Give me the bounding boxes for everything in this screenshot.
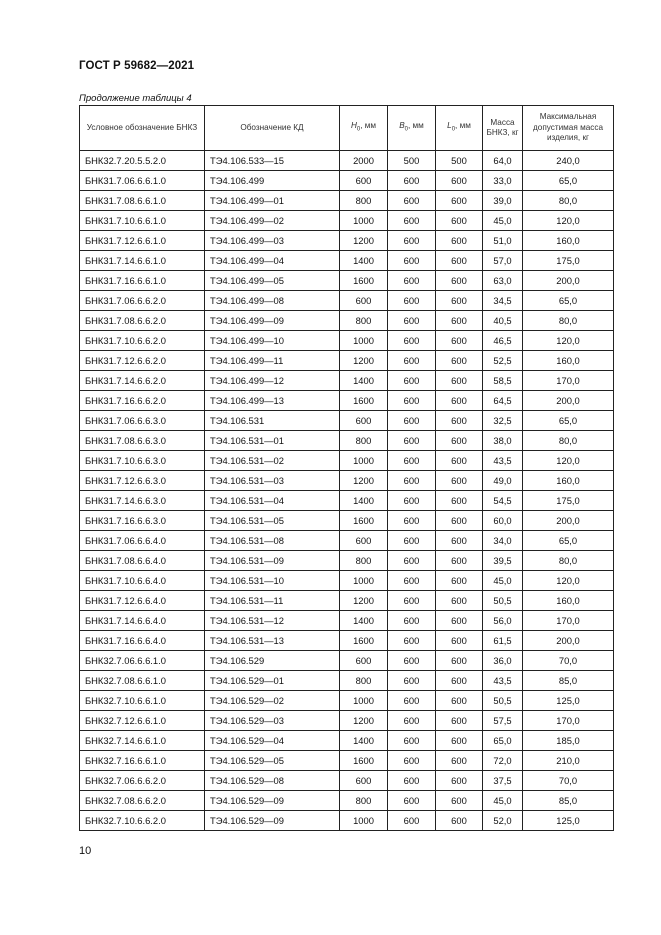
cell-h0: 1400 bbox=[340, 731, 388, 751]
table-row bbox=[80, 491, 614, 511]
table-row bbox=[80, 791, 614, 811]
cell-max-mass: 160,0 bbox=[523, 231, 614, 251]
cell-b0: 600 bbox=[388, 371, 436, 391]
cell-kd: ТЭ4.106.529—01 bbox=[205, 671, 340, 691]
cell-kd: ТЭ4.106.531—02 bbox=[205, 451, 340, 471]
table-row bbox=[80, 571, 614, 591]
cell-mass: 72,0 bbox=[483, 751, 523, 771]
table-row bbox=[80, 391, 614, 411]
cell-l0: 600 bbox=[436, 671, 483, 691]
cell-kd: ТЭ4.106.531—11 bbox=[205, 591, 340, 611]
cell-kd: ТЭ4.106.499—10 bbox=[205, 331, 340, 351]
cell-designation: БНК31.7.10.6.6.2.0 bbox=[80, 331, 205, 351]
cell-max-mass: 170,0 bbox=[523, 711, 614, 731]
cell-kd: ТЭ4.106.499—13 bbox=[205, 391, 340, 411]
cell-b0: 600 bbox=[388, 211, 436, 231]
cell-mass: 52,0 bbox=[483, 811, 523, 831]
table-row bbox=[80, 531, 614, 551]
table-row bbox=[80, 511, 614, 531]
cell-b0: 600 bbox=[388, 351, 436, 371]
cell-max-mass: 200,0 bbox=[523, 631, 614, 651]
cell-l0: 600 bbox=[436, 371, 483, 391]
cell-max-mass: 120,0 bbox=[523, 571, 614, 591]
cell-b0: 600 bbox=[388, 591, 436, 611]
cell-kd: ТЭ4.106.529—08 bbox=[205, 771, 340, 791]
table-row bbox=[80, 811, 614, 831]
cell-max-mass: 170,0 bbox=[523, 611, 614, 631]
cell-designation: БНК32.7.16.6.6.1.0 bbox=[80, 751, 205, 771]
cell-max-mass: 70,0 bbox=[523, 651, 614, 671]
cell-kd: ТЭ4.106.531 bbox=[205, 411, 340, 431]
cell-l0: 600 bbox=[436, 451, 483, 471]
cell-mass: 43,5 bbox=[483, 451, 523, 471]
cell-kd: ТЭ4.106.531—09 bbox=[205, 551, 340, 571]
cell-l0: 600 bbox=[436, 611, 483, 631]
cell-kd: ТЭ4.106.531—10 bbox=[205, 571, 340, 591]
cell-kd: ТЭ4.106.531—13 bbox=[205, 631, 340, 651]
cell-mass: 50,5 bbox=[483, 591, 523, 611]
cell-designation: БНК31.7.06.6.6.1.0 bbox=[80, 171, 205, 191]
cell-kd: ТЭ4.106.499—09 bbox=[205, 311, 340, 331]
cell-designation: БНК31.7.14.6.6.2.0 bbox=[80, 371, 205, 391]
table-row bbox=[80, 171, 614, 191]
table-row bbox=[80, 711, 614, 731]
table-row bbox=[80, 651, 614, 671]
cell-designation: БНК32.7.10.6.6.1.0 bbox=[80, 691, 205, 711]
cell-kd: ТЭ4.106.531—03 bbox=[205, 471, 340, 491]
col-header-mass: Масса БНКЗ, кг bbox=[483, 106, 523, 151]
cell-h0: 1200 bbox=[340, 471, 388, 491]
cell-l0: 600 bbox=[436, 551, 483, 571]
cell-b0: 600 bbox=[388, 171, 436, 191]
cell-max-mass: 160,0 bbox=[523, 351, 614, 371]
cell-l0: 600 bbox=[436, 491, 483, 511]
cell-designation: БНК31.7.16.6.6.2.0 bbox=[80, 391, 205, 411]
table-row bbox=[80, 411, 614, 431]
cell-max-mass: 125,0 bbox=[523, 691, 614, 711]
cell-h0: 1600 bbox=[340, 391, 388, 411]
cell-designation: БНК31.7.16.6.6.3.0 bbox=[80, 511, 205, 531]
cell-b0: 600 bbox=[388, 251, 436, 271]
cell-mass: 52,5 bbox=[483, 351, 523, 371]
cell-designation: БНК31.7.12.6.6.4.0 bbox=[80, 591, 205, 611]
table-header-row bbox=[80, 106, 614, 151]
cell-designation: БНК31.7.10.6.6.1.0 bbox=[80, 211, 205, 231]
cell-h0: 1200 bbox=[340, 231, 388, 251]
cell-designation: БНК32.7.10.6.6.2.0 bbox=[80, 811, 205, 831]
col-header-l0: $L_0$, мм bbox=[436, 106, 483, 151]
cell-mass: 63,0 bbox=[483, 271, 523, 291]
cell-designation: БНК31.7.12.6.6.3.0 bbox=[80, 471, 205, 491]
cell-l0: 600 bbox=[436, 411, 483, 431]
cell-b0: 600 bbox=[388, 691, 436, 711]
cell-l0: 600 bbox=[436, 751, 483, 771]
cell-l0: 600 bbox=[436, 431, 483, 451]
cell-b0: 600 bbox=[388, 431, 436, 451]
cell-max-mass: 120,0 bbox=[523, 331, 614, 351]
cell-h0: 1600 bbox=[340, 631, 388, 651]
cell-h0: 1000 bbox=[340, 211, 388, 231]
cell-max-mass: 160,0 bbox=[523, 471, 614, 491]
cell-max-mass: 80,0 bbox=[523, 311, 614, 331]
cell-max-mass: 70,0 bbox=[523, 771, 614, 791]
page-number: 10 bbox=[79, 845, 92, 857]
cell-l0: 500 bbox=[436, 151, 483, 171]
cell-designation: БНК31.7.14.6.6.3.0 bbox=[80, 491, 205, 511]
cell-kd: ТЭ4.106.499—03 bbox=[205, 231, 340, 251]
cell-designation: БНК32.7.08.6.6.1.0 bbox=[80, 671, 205, 691]
cell-mass: 34,0 bbox=[483, 531, 523, 551]
cell-b0: 600 bbox=[388, 391, 436, 411]
cell-max-mass: 170,0 bbox=[523, 371, 614, 391]
cell-h0: 2000 bbox=[340, 151, 388, 171]
cell-max-mass: 200,0 bbox=[523, 511, 614, 531]
document-title: ГОСТ Р 59682—2021 bbox=[79, 60, 195, 72]
col-header-h0: $H_0$, мм bbox=[340, 106, 388, 151]
cell-max-mass: 65,0 bbox=[523, 171, 614, 191]
cell-l0: 600 bbox=[436, 771, 483, 791]
cell-b0: 600 bbox=[388, 471, 436, 491]
cell-designation: БНК31.7.06.6.6.4.0 bbox=[80, 531, 205, 551]
cell-designation: БНК31.7.10.6.6.3.0 bbox=[80, 451, 205, 471]
cell-max-mass: 65,0 bbox=[523, 411, 614, 431]
table-row bbox=[80, 551, 614, 571]
cell-mass: 64,0 bbox=[483, 151, 523, 171]
table-row bbox=[80, 251, 614, 271]
cell-kd: ТЭ4.106.531—01 bbox=[205, 431, 340, 451]
cell-b0: 600 bbox=[388, 531, 436, 551]
cell-l0: 600 bbox=[436, 691, 483, 711]
cell-designation: БНК32.7.14.6.6.1.0 bbox=[80, 731, 205, 751]
cell-b0: 600 bbox=[388, 451, 436, 471]
cell-kd: ТЭ4.106.531—12 bbox=[205, 611, 340, 631]
cell-b0: 600 bbox=[388, 811, 436, 831]
cell-mass: 60,0 bbox=[483, 511, 523, 531]
cell-h0: 600 bbox=[340, 771, 388, 791]
cell-h0: 1400 bbox=[340, 251, 388, 271]
cell-h0: 1600 bbox=[340, 511, 388, 531]
cell-b0: 600 bbox=[388, 791, 436, 811]
cell-mass: 46,5 bbox=[483, 331, 523, 351]
cell-max-mass: 85,0 bbox=[523, 791, 614, 811]
cell-designation: БНК31.7.10.6.6.4.0 bbox=[80, 571, 205, 591]
cell-h0: 1600 bbox=[340, 271, 388, 291]
cell-h0: 800 bbox=[340, 431, 388, 451]
cell-l0: 600 bbox=[436, 311, 483, 331]
table-caption: Продолжение таблицы 4 bbox=[79, 93, 192, 104]
cell-l0: 600 bbox=[436, 191, 483, 211]
col-header-designation: Условное обозначение БНКЗ bbox=[80, 106, 205, 151]
cell-mass: 39,5 bbox=[483, 551, 523, 571]
cell-b0: 600 bbox=[388, 231, 436, 251]
cell-h0: 800 bbox=[340, 791, 388, 811]
cell-max-mass: 160,0 bbox=[523, 591, 614, 611]
table-row bbox=[80, 371, 614, 391]
cell-designation: БНК31.7.16.6.6.1.0 bbox=[80, 271, 205, 291]
cell-mass: 37,5 bbox=[483, 771, 523, 791]
cell-kd: ТЭ4.106.499—04 bbox=[205, 251, 340, 271]
cell-kd: ТЭ4.106.531—04 bbox=[205, 491, 340, 511]
cell-max-mass: 200,0 bbox=[523, 271, 614, 291]
cell-b0: 600 bbox=[388, 611, 436, 631]
cell-mass: 51,0 bbox=[483, 231, 523, 251]
col-header-max-mass: Максимальная допустимая масса изделия, кг bbox=[523, 106, 614, 151]
cell-max-mass: 65,0 bbox=[523, 531, 614, 551]
cell-h0: 1200 bbox=[340, 711, 388, 731]
cell-mass: 45,0 bbox=[483, 571, 523, 591]
cell-kd: ТЭ4.106.499—12 bbox=[205, 371, 340, 391]
cell-kd: ТЭ4.106.529 bbox=[205, 651, 340, 671]
cell-h0: 800 bbox=[340, 671, 388, 691]
cell-max-mass: 80,0 bbox=[523, 431, 614, 451]
cell-h0: 1400 bbox=[340, 611, 388, 631]
cell-l0: 600 bbox=[436, 271, 483, 291]
cell-designation: БНК31.7.08.6.6.3.0 bbox=[80, 431, 205, 451]
cell-h0: 1000 bbox=[340, 571, 388, 591]
cell-kd: ТЭ4.106.499—11 bbox=[205, 351, 340, 371]
cell-b0: 600 bbox=[388, 411, 436, 431]
cell-max-mass: 120,0 bbox=[523, 211, 614, 231]
cell-b0: 600 bbox=[388, 771, 436, 791]
cell-max-mass: 175,0 bbox=[523, 251, 614, 271]
cell-b0: 600 bbox=[388, 671, 436, 691]
cell-kd: ТЭ4.106.499 bbox=[205, 171, 340, 191]
cell-b0: 600 bbox=[388, 711, 436, 731]
table-row bbox=[80, 311, 614, 331]
cell-mass: 38,0 bbox=[483, 431, 523, 451]
cell-mass: 45,0 bbox=[483, 211, 523, 231]
cell-l0: 600 bbox=[436, 211, 483, 231]
cell-designation: БНК32.7.06.6.6.1.0 bbox=[80, 651, 205, 671]
cell-h0: 600 bbox=[340, 651, 388, 671]
cell-mass: 40,5 bbox=[483, 311, 523, 331]
cell-l0: 600 bbox=[436, 291, 483, 311]
cell-max-mass: 240,0 bbox=[523, 151, 614, 171]
cell-h0: 1600 bbox=[340, 751, 388, 771]
cell-mass: 57,0 bbox=[483, 251, 523, 271]
cell-b0: 600 bbox=[388, 751, 436, 771]
table-row bbox=[80, 331, 614, 351]
cell-b0: 600 bbox=[388, 191, 436, 211]
cell-l0: 600 bbox=[436, 811, 483, 831]
table-row bbox=[80, 751, 614, 771]
cell-designation: БНК31.7.08.6.6.1.0 bbox=[80, 191, 205, 211]
cell-l0: 600 bbox=[436, 591, 483, 611]
cell-l0: 600 bbox=[436, 471, 483, 491]
cell-l0: 600 bbox=[436, 231, 483, 251]
cell-max-mass: 65,0 bbox=[523, 291, 614, 311]
cell-mass: 49,0 bbox=[483, 471, 523, 491]
cell-h0: 1000 bbox=[340, 451, 388, 471]
table-body bbox=[80, 151, 614, 831]
cell-h0: 600 bbox=[340, 291, 388, 311]
cell-h0: 1000 bbox=[340, 811, 388, 831]
cell-l0: 600 bbox=[436, 531, 483, 551]
cell-kd: ТЭ4.106.499—05 bbox=[205, 271, 340, 291]
table-row bbox=[80, 471, 614, 491]
cell-l0: 600 bbox=[436, 631, 483, 651]
cell-h0: 1200 bbox=[340, 591, 388, 611]
cell-l0: 600 bbox=[436, 711, 483, 731]
cell-h0: 800 bbox=[340, 551, 388, 571]
cell-mass: 64,5 bbox=[483, 391, 523, 411]
table-row bbox=[80, 771, 614, 791]
cell-mass: 32,5 bbox=[483, 411, 523, 431]
cell-l0: 600 bbox=[436, 251, 483, 271]
table-row bbox=[80, 191, 614, 211]
cell-mass: 56,0 bbox=[483, 611, 523, 631]
cell-h0: 1400 bbox=[340, 491, 388, 511]
table-row bbox=[80, 231, 614, 251]
cell-b0: 600 bbox=[388, 651, 436, 671]
cell-max-mass: 85,0 bbox=[523, 671, 614, 691]
cell-l0: 600 bbox=[436, 731, 483, 751]
cell-h0: 600 bbox=[340, 411, 388, 431]
cell-mass: 65,0 bbox=[483, 731, 523, 751]
table-row bbox=[80, 611, 614, 631]
cell-h0: 1400 bbox=[340, 371, 388, 391]
col-header-kd: Обозначение КД bbox=[205, 106, 340, 151]
cell-mass: 61,5 bbox=[483, 631, 523, 651]
table-row bbox=[80, 591, 614, 611]
cell-designation: БНК31.7.12.6.6.1.0 bbox=[80, 231, 205, 251]
table-row bbox=[80, 291, 614, 311]
table-row bbox=[80, 431, 614, 451]
cell-designation: БНК32.7.12.6.6.1.0 bbox=[80, 711, 205, 731]
col-header-b0: $B_0$, мм bbox=[388, 106, 436, 151]
cell-max-mass: 185,0 bbox=[523, 731, 614, 751]
cell-l0: 600 bbox=[436, 511, 483, 531]
cell-mass: 57,5 bbox=[483, 711, 523, 731]
cell-b0: 600 bbox=[388, 491, 436, 511]
table-row bbox=[80, 271, 614, 291]
cell-designation: БНК31.7.06.6.6.2.0 bbox=[80, 291, 205, 311]
cell-designation: БНК32.7.08.6.6.2.0 bbox=[80, 791, 205, 811]
cell-b0: 600 bbox=[388, 631, 436, 651]
table-row bbox=[80, 691, 614, 711]
cell-designation: БНК32.7.06.6.6.2.0 bbox=[80, 771, 205, 791]
cell-kd: ТЭ4.106.529—02 bbox=[205, 691, 340, 711]
cell-designation: БНК32.7.20.5.5.2.0 bbox=[80, 151, 205, 171]
table-row bbox=[80, 451, 614, 471]
data-table bbox=[79, 105, 614, 831]
cell-kd: ТЭ4.106.529—09 bbox=[205, 811, 340, 831]
cell-b0: 600 bbox=[388, 511, 436, 531]
table-row bbox=[80, 671, 614, 691]
cell-max-mass: 200,0 bbox=[523, 391, 614, 411]
cell-mass: 33,0 bbox=[483, 171, 523, 191]
cell-mass: 58,5 bbox=[483, 371, 523, 391]
cell-l0: 600 bbox=[436, 791, 483, 811]
cell-designation: БНК31.7.16.6.6.4.0 bbox=[80, 631, 205, 651]
cell-l0: 600 bbox=[436, 171, 483, 191]
cell-b0: 600 bbox=[388, 731, 436, 751]
cell-h0: 600 bbox=[340, 531, 388, 551]
cell-mass: 34,5 bbox=[483, 291, 523, 311]
cell-mass: 36,0 bbox=[483, 651, 523, 671]
cell-l0: 600 bbox=[436, 331, 483, 351]
cell-max-mass: 210,0 bbox=[523, 751, 614, 771]
cell-kd: ТЭ4.106.499—02 bbox=[205, 211, 340, 231]
cell-b0: 600 bbox=[388, 311, 436, 331]
cell-l0: 600 bbox=[436, 351, 483, 371]
cell-max-mass: 175,0 bbox=[523, 491, 614, 511]
cell-b0: 600 bbox=[388, 271, 436, 291]
cell-h0: 1200 bbox=[340, 351, 388, 371]
cell-designation: БНК31.7.08.6.6.4.0 bbox=[80, 551, 205, 571]
cell-kd: ТЭ4.106.499—08 bbox=[205, 291, 340, 311]
cell-kd: ТЭ4.106.531—05 bbox=[205, 511, 340, 531]
cell-max-mass: 120,0 bbox=[523, 451, 614, 471]
cell-b0: 600 bbox=[388, 571, 436, 591]
cell-kd: ТЭ4.106.499—01 bbox=[205, 191, 340, 211]
cell-h0: 600 bbox=[340, 171, 388, 191]
cell-designation: БНК31.7.14.6.6.4.0 bbox=[80, 611, 205, 631]
cell-designation: БНК31.7.14.6.6.1.0 bbox=[80, 251, 205, 271]
cell-b0: 600 bbox=[388, 551, 436, 571]
cell-mass: 39,0 bbox=[483, 191, 523, 211]
cell-b0: 500 bbox=[388, 151, 436, 171]
cell-kd: ТЭ4.106.529—09 bbox=[205, 791, 340, 811]
cell-l0: 600 bbox=[436, 651, 483, 671]
cell-mass: 50,5 bbox=[483, 691, 523, 711]
cell-l0: 600 bbox=[436, 571, 483, 591]
table-row bbox=[80, 211, 614, 231]
cell-l0: 600 bbox=[436, 391, 483, 411]
cell-h0: 800 bbox=[340, 311, 388, 331]
cell-max-mass: 80,0 bbox=[523, 191, 614, 211]
table-row bbox=[80, 631, 614, 651]
cell-h0: 1000 bbox=[340, 691, 388, 711]
cell-designation: БНК31.7.12.6.6.2.0 bbox=[80, 351, 205, 371]
cell-b0: 600 bbox=[388, 291, 436, 311]
cell-max-mass: 80,0 bbox=[523, 551, 614, 571]
cell-designation: БНК31.7.06.6.6.3.0 bbox=[80, 411, 205, 431]
cell-kd: ТЭ4.106.529—05 bbox=[205, 751, 340, 771]
cell-h0: 1000 bbox=[340, 331, 388, 351]
cell-kd: ТЭ4.106.529—04 bbox=[205, 731, 340, 751]
cell-h0: 800 bbox=[340, 191, 388, 211]
cell-b0: 600 bbox=[388, 331, 436, 351]
cell-max-mass: 125,0 bbox=[523, 811, 614, 831]
table-row bbox=[80, 351, 614, 371]
cell-designation: БНК31.7.08.6.6.2.0 bbox=[80, 311, 205, 331]
cell-kd: ТЭ4.106.529—03 bbox=[205, 711, 340, 731]
cell-mass: 43,5 bbox=[483, 671, 523, 691]
cell-mass: 54,5 bbox=[483, 491, 523, 511]
cell-kd: ТЭ4.106.533—15 bbox=[205, 151, 340, 171]
table-row bbox=[80, 731, 614, 751]
table-row bbox=[80, 151, 614, 171]
cell-mass: 45,0 bbox=[483, 791, 523, 811]
cell-kd: ТЭ4.106.531—08 bbox=[205, 531, 340, 551]
